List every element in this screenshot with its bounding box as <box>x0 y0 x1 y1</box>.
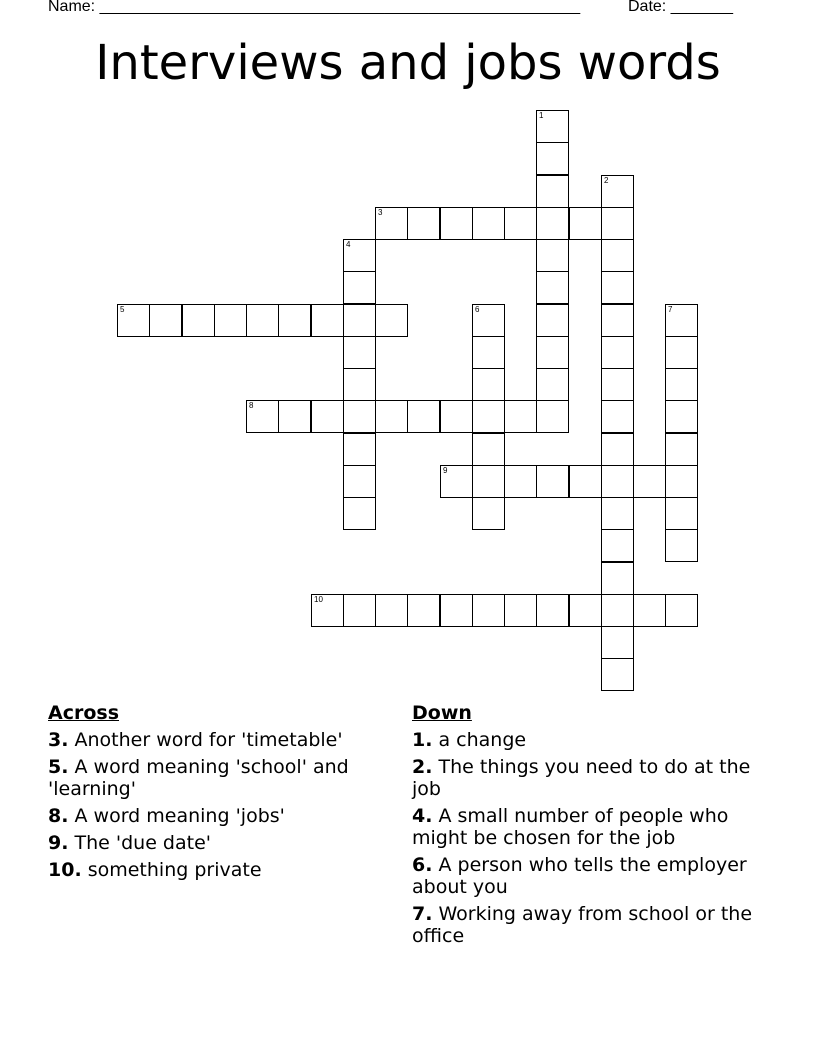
grid-cell <box>375 400 408 433</box>
grid-cell <box>343 304 376 337</box>
grid-cell <box>407 207 440 240</box>
down-heading: Down <box>412 702 472 724</box>
grid-cell <box>246 400 279 433</box>
grid-cell <box>149 304 182 337</box>
grid-cell <box>472 465 505 498</box>
down-clues <box>412 702 767 952</box>
grid-cell <box>601 658 634 691</box>
clue-number: 10 <box>314 595 323 604</box>
grid-cell <box>343 594 376 627</box>
grid-cell <box>407 400 440 433</box>
grid-cell <box>440 594 473 627</box>
across-heading: Across <box>48 702 120 724</box>
clue-number-label: 9. <box>48 832 69 854</box>
grid-cell <box>472 594 505 627</box>
across-clue <box>48 805 388 827</box>
clue-number-label: 10. <box>48 859 82 881</box>
grid-cell <box>504 207 537 240</box>
grid-cell <box>343 433 376 466</box>
clue-number-label: 7. <box>412 903 433 925</box>
grid-cell <box>343 465 376 498</box>
grid-cell <box>472 207 505 240</box>
clue-text: The 'due date' <box>68 832 211 854</box>
across-clues <box>48 702 388 886</box>
clue-number-label: 3. <box>48 729 69 751</box>
grid-cell <box>536 271 569 304</box>
grid-cell <box>117 304 150 337</box>
grid-cell <box>601 336 634 369</box>
grid-cell <box>665 529 698 562</box>
clue-number: 7 <box>668 305 673 314</box>
grid-cell <box>278 400 311 433</box>
grid-cell <box>665 336 698 369</box>
clue-number: 4 <box>346 240 351 249</box>
grid-cell <box>601 175 634 208</box>
grid-cell <box>601 368 634 401</box>
grid-cell <box>375 594 408 627</box>
grid-cell <box>665 368 698 401</box>
down-clue <box>412 903 767 947</box>
grid-cell <box>343 336 376 369</box>
clue-number: 9 <box>443 466 448 475</box>
across-clue <box>48 832 388 854</box>
grid-cell <box>601 497 634 530</box>
grid-cell <box>343 239 376 272</box>
name-field-label: Name: ______________________________________________________ <box>48 0 581 15</box>
clue-number: 2 <box>604 176 609 185</box>
grid-cell <box>536 594 569 627</box>
across-clue <box>48 729 388 751</box>
grid-cell <box>633 465 666 498</box>
grid-cell <box>407 594 440 627</box>
grid-cell <box>504 465 537 498</box>
grid-cell <box>472 433 505 466</box>
down-clue <box>412 805 767 849</box>
grid-cell <box>504 594 537 627</box>
grid-cell <box>601 400 634 433</box>
grid-cell <box>665 433 698 466</box>
grid-cell <box>182 304 215 337</box>
grid-cell <box>278 304 311 337</box>
grid-cell <box>536 400 569 433</box>
grid-cell <box>665 304 698 337</box>
grid-cell <box>311 594 344 627</box>
grid-cell <box>472 304 505 337</box>
grid-cell <box>601 529 634 562</box>
grid-cell <box>375 207 408 240</box>
grid-cell <box>633 594 666 627</box>
grid-cell <box>536 175 569 208</box>
down-clue <box>412 756 767 800</box>
grid-cell <box>440 465 473 498</box>
across-clue <box>48 756 388 800</box>
grid-cell <box>343 400 376 433</box>
clue-number: 5 <box>120 305 125 314</box>
grid-cell <box>504 400 537 433</box>
grid-cell <box>665 465 698 498</box>
clue-number: 1 <box>539 111 544 120</box>
clue-text: something private <box>81 859 262 881</box>
across-clue-list <box>48 729 388 881</box>
clue-number: 8 <box>249 401 254 410</box>
clue-number-label: 5. <box>48 756 69 778</box>
grid-cell <box>569 465 602 498</box>
clue-text: a change <box>432 729 527 751</box>
down-clue <box>412 854 767 898</box>
grid-cell <box>601 594 634 627</box>
grid-cell <box>343 271 376 304</box>
clue-number-label: 8. <box>48 805 69 827</box>
grid-cell <box>311 400 344 433</box>
grid-cell <box>343 497 376 530</box>
grid-cell <box>601 433 634 466</box>
clue-number-label: 1. <box>412 729 433 751</box>
grid-cell <box>601 626 634 659</box>
clue-text: A small number of people who might be chosen for the job <box>412 805 729 849</box>
across-clue <box>48 859 388 881</box>
clue-number-label: 4. <box>412 805 433 827</box>
down-clue <box>412 729 767 751</box>
grid-cell <box>601 207 634 240</box>
grid-cell <box>665 594 698 627</box>
grid-cell <box>311 304 344 337</box>
clue-text: Another word for 'timetable' <box>68 729 343 751</box>
grid-cell <box>536 207 569 240</box>
grid-cell <box>536 336 569 369</box>
grid-cell <box>472 497 505 530</box>
clue-text: A word meaning 'jobs' <box>68 805 285 827</box>
clue-number: 6 <box>475 305 480 314</box>
grid-cell <box>246 304 279 337</box>
grid-cell <box>665 497 698 530</box>
clue-text: The things you need to do at the job <box>412 756 751 800</box>
grid-cell <box>536 110 569 143</box>
clue-text: A person who tells the employer about you <box>412 854 747 898</box>
grid-cell <box>536 465 569 498</box>
grid-cell <box>601 304 634 337</box>
grid-cell <box>472 368 505 401</box>
date-field-label: Date: _______ <box>628 0 733 15</box>
clue-text: A word meaning 'school' and 'learning' <box>48 756 349 800</box>
grid-cell <box>536 239 569 272</box>
grid-cell <box>343 368 376 401</box>
grid-cell <box>375 304 408 337</box>
clue-number-label: 2. <box>412 756 433 778</box>
grid-cell <box>569 594 602 627</box>
down-clue-list <box>412 729 767 947</box>
grid-cell <box>569 207 602 240</box>
grid-cell <box>601 465 634 498</box>
grid-cell <box>665 400 698 433</box>
grid-cell <box>601 239 634 272</box>
grid-cell <box>472 336 505 369</box>
grid-cell <box>440 207 473 240</box>
clue-number: 3 <box>378 208 383 217</box>
grid-cell <box>214 304 247 337</box>
grid-cell <box>536 142 569 175</box>
page-title: Interviews and jobs words <box>95 35 721 91</box>
grid-cell <box>601 271 634 304</box>
clue-number-label: 6. <box>412 854 433 876</box>
clue-text: Working away from school or the office <box>412 903 753 947</box>
grid-cell <box>440 400 473 433</box>
grid-cell <box>601 562 634 595</box>
grid-cell <box>536 368 569 401</box>
grid-cell <box>536 304 569 337</box>
grid-cell <box>472 400 505 433</box>
